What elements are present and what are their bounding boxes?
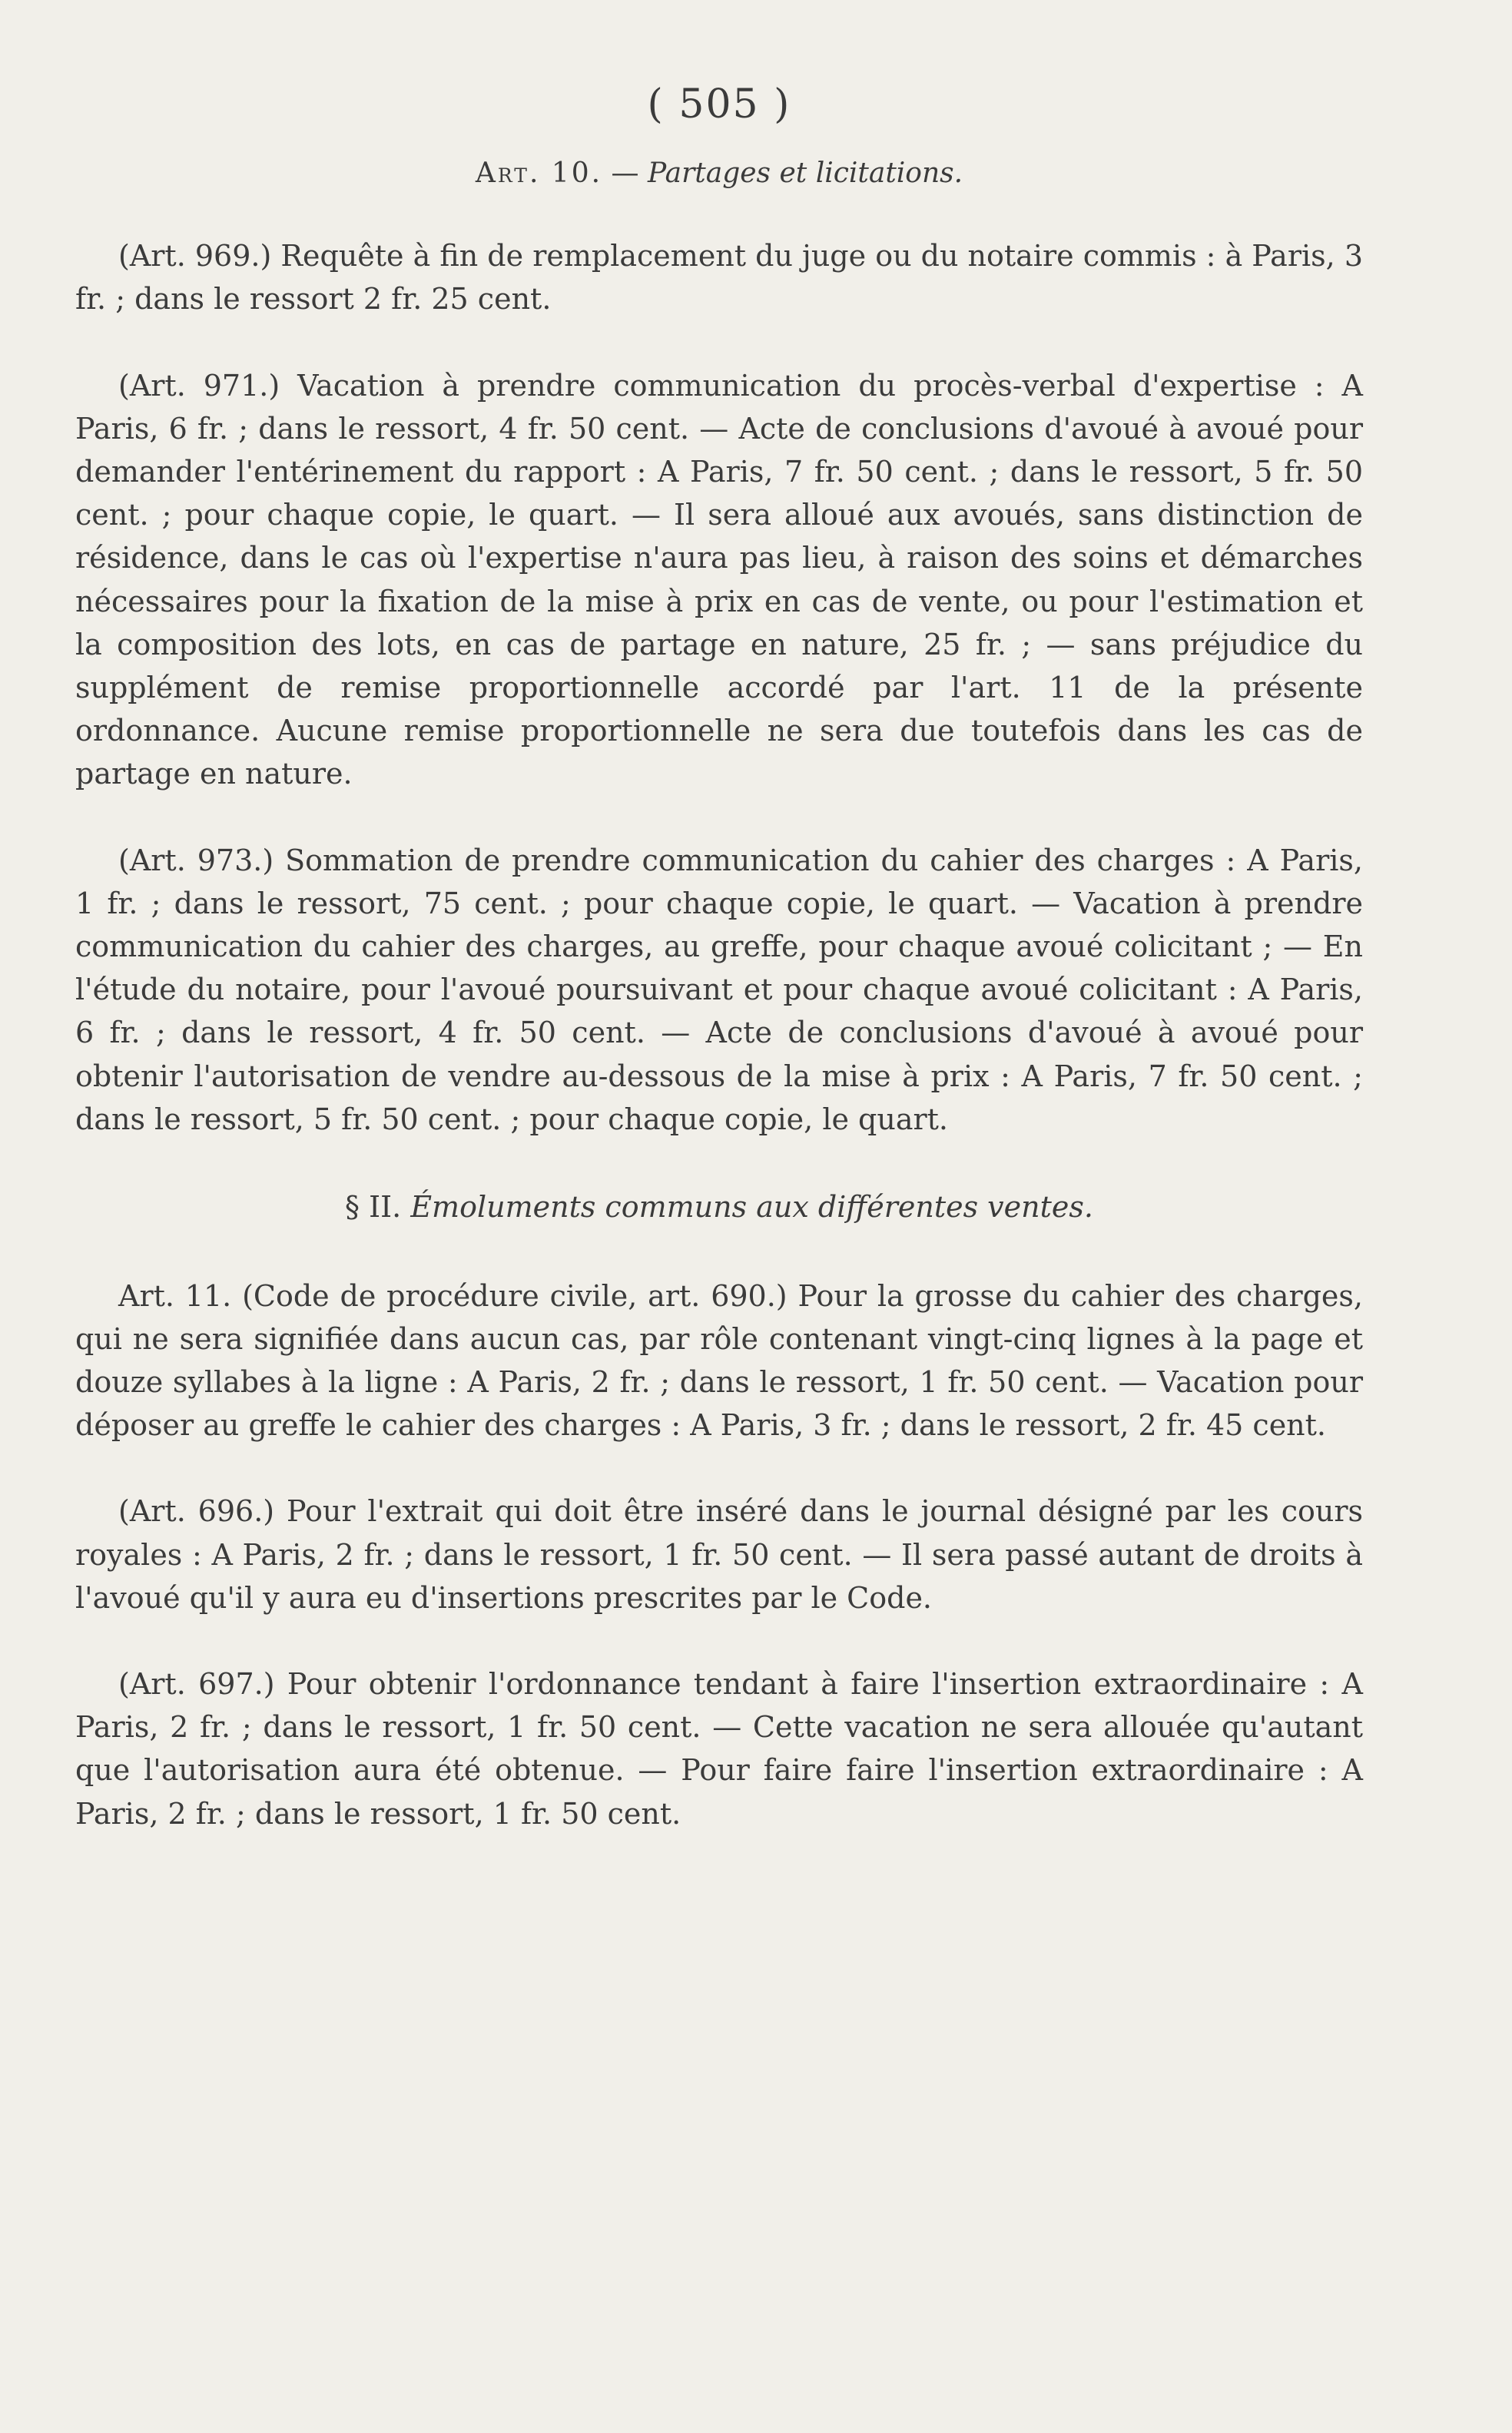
subsection-heading (75, 1190, 1363, 1225)
paragraph-art-11: Art. 11. (Code de procédure civile, art. 690.) Pour la grosse du cahier des charges, qui ne sera signifiée dans aucun cas, par rôle contenant vingt-cinq lignes à la page et douze syllabes à la ligne : A Paris, 2 fr. ; dans le ressort, 1 fr. 50 cent. — Vacation pour déposer au greffe le cahier des charges : A Paris, 3 fr. ; dans le ressort, 2 fr. 45 cent. (75, 1278, 1363, 1443)
subsection-label: § II. (345, 1190, 402, 1225)
section-title: Partages et licitations. (648, 157, 963, 189)
section-heading (75, 157, 1363, 190)
section-dash: — (602, 157, 648, 189)
paragraph-art-969: (Art. 969.) Requête à fin de remplacement du juge ou du notaire commis : à Paris, 3 fr. ; dans le ressort 2 fr. 25 cent. (75, 239, 1363, 317)
section-label: Art. 10. (475, 157, 603, 189)
page (75, 81, 1363, 1878)
paragraph-art-971: (Art. 971.) Vacation à prendre communication du procès-verbal d'expertise : A Paris, 6 fr. ; dans le ressort, 4 fr. 50 cent. — Acte de conclusions d'avoué à avoué pour demander l'entérinement du rapport : A Paris, 7 fr. 50 cent. ; dans le ressort, 5 fr. 50 cent. ; pour chaque copie, le quart. — Il sera alloué aux avoués, sans distinction de résidence, dans le cas où l'expertise n'aura pas lieu, à raison des soins et démarches nécessaires pour la fixation de la mise à prix en cas de vente, ou pour l'estimation et la composition des lots, en cas de partage en nature, 25 fr. ; — sans préjudice du supplément de remise proportionnelle accordé par l'art. 11 de la présente ordonnance. Aucune remise proportionnelle ne sera due toutefois dans les cas de partage en nature. (75, 368, 1363, 791)
page-number: ( 505 ) (647, 81, 791, 128)
paragraph-art-697: (Art. 697.) Pour obtenir l'ordonnance tendant à faire l'insertion extraordinaire : A Paris, 2 fr. ; dans le ressort, 1 fr. 50 cent. — Cette vacation ne sera allouée qu'autant que l'autorisation aura été obtenue. — Pour faire faire l'insertion extraordinaire : A Paris, 2 fr. ; dans le ressort, 1 fr. 50 cent. (75, 1667, 1363, 1831)
paragraph-art-696: (Art. 696.) Pour l'extrait qui doit être inséré dans le journal désigné par les cours royales : A Paris, 2 fr. ; dans le ressort, 1 fr. 50 cent. — Il sera passé autant de droits à l'avoué qu'il y aura eu d'insertions prescrites par le Code. (75, 1494, 1363, 1615)
subsection-title: Émoluments communs aux différentes ventes. (410, 1190, 1093, 1225)
paragraph-art-973: (Art. 973.) Sommation de prendre communication du cahier des charges : A Paris, 1 fr. ; dans le ressort, 75 cent. ; pour chaque copie, le quart. — Vacation à prendre communication du cahier des charges, au greffe, pour chaque avoué colicitant ; — En l'étude du notaire, pour l'avoué poursuivant et pour chaque avoué colicitant : A Paris, 6 fr. ; dans le ressort, 4 fr. 50 cent. — Acte de conclusions d'avoué à avoué pour obtenir l'autorisation de vendre au-dessous de la mise à prix : A Paris, 7 fr. 50 cent. ; dans le ressort, 5 fr. 50 cent. ; pour chaque copie, le quart. (75, 843, 1363, 1136)
